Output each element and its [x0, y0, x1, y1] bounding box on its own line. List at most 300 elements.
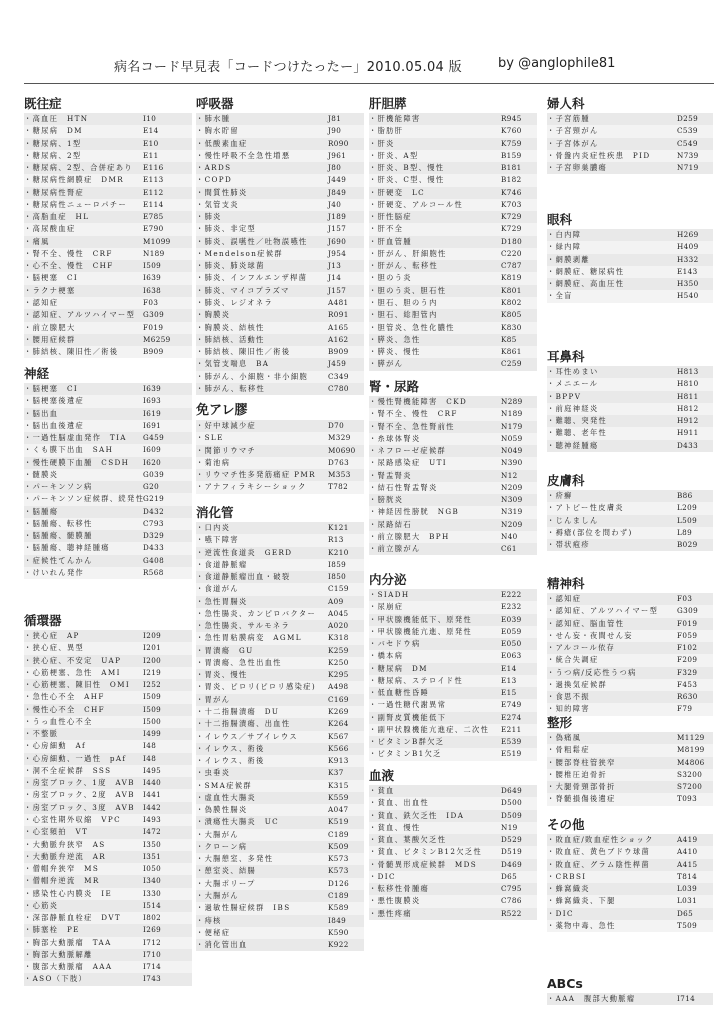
code-row: [24, 924, 192, 936]
code-row: [547, 113, 713, 125]
icd-code: I201: [143, 643, 162, 653]
icd-code: F03: [143, 297, 159, 307]
section-title: ABCs: [547, 976, 583, 991]
disease-name: ・肝炎: [369, 138, 395, 148]
code-row: [24, 765, 192, 777]
icd-code: G309: [143, 310, 165, 320]
icd-code: A419: [677, 835, 698, 844]
code-row: [24, 888, 192, 900]
disease-name: ・全盲: [547, 291, 573, 301]
code-list: [547, 490, 713, 551]
icd-code: C787: [501, 261, 522, 271]
code-row: [24, 912, 192, 924]
disease-name: ・急性腸炎、サルモネラ: [196, 621, 291, 631]
code-row: [24, 236, 192, 248]
code-row: [196, 878, 364, 890]
icd-code: K922: [328, 940, 349, 950]
disease-name: ・認知症、脳血管性: [547, 618, 625, 628]
disease-name: ・十二指腸潰瘍 DU: [196, 706, 280, 716]
disease-name: ・肝性脳症: [369, 212, 412, 222]
code-row: [24, 444, 192, 456]
icd-code: D433: [677, 440, 699, 450]
disease-name: ・腎盂腎炎: [369, 470, 412, 480]
code-row: [369, 895, 537, 907]
code-row: [196, 534, 364, 546]
code-row: [196, 902, 364, 914]
disease-name: ・前庭神経炎: [547, 403, 599, 413]
code-row: [196, 469, 364, 481]
icd-code: D180: [501, 236, 523, 246]
icd-code: D329: [143, 531, 165, 541]
disease-name: ・敗血症、グラム陰性桿菌: [547, 859, 650, 869]
code-row: [369, 871, 537, 883]
code-row: [196, 939, 364, 951]
icd-code: K567: [328, 731, 349, 741]
icd-code: C61: [501, 544, 517, 554]
code-row: [369, 187, 537, 199]
code-row: [547, 744, 713, 756]
code-row: [24, 567, 192, 579]
disease-name: ・聴神経腫瘍: [547, 440, 599, 450]
code-row: [24, 223, 192, 235]
icd-code: N179: [501, 421, 523, 431]
code-row: [196, 187, 364, 199]
code-row: [369, 334, 537, 346]
code-row: [369, 724, 537, 736]
disease-name: ・胆のう炎: [369, 273, 412, 283]
icd-code: M0690: [328, 445, 356, 455]
disease-name: ・パーキンソン症候群、続発性: [24, 494, 145, 504]
code-row: [547, 490, 713, 502]
icd-code: M8199: [677, 745, 705, 755]
icd-code: A415: [677, 859, 698, 869]
icd-code: C349: [328, 371, 349, 381]
disease-name: ・肺塞栓 PE: [24, 925, 80, 935]
code-row: [369, 408, 537, 420]
code-row: [24, 777, 192, 789]
disease-name: ・SMA症候群: [196, 780, 253, 790]
icd-code: C189: [328, 890, 349, 900]
section-title: 呼吸器: [196, 96, 234, 111]
icd-code: D432: [143, 506, 165, 516]
icd-code: K295: [328, 670, 349, 680]
disease-name: ・蜂窩織炎: [547, 884, 590, 894]
icd-code: D763: [328, 457, 350, 467]
code-row: [547, 403, 713, 415]
disease-name: ・うっ血性心不全: [24, 716, 93, 726]
code-row: [24, 716, 192, 728]
icd-code: C549: [677, 138, 698, 148]
disease-name: ・痔核: [196, 915, 222, 925]
disease-name: ・慢性呼吸不全急性増悪: [196, 150, 291, 160]
disease-name: ・脳腫瘍、髄膜腫: [24, 531, 93, 541]
icd-code: G20: [143, 482, 160, 492]
code-row: [369, 445, 537, 457]
code-row: [24, 481, 192, 493]
icd-code: E222: [501, 590, 522, 599]
icd-code: N739: [677, 150, 699, 160]
icd-code: A410: [677, 847, 698, 857]
section-shoka: [196, 505, 364, 951]
code-row: [196, 915, 364, 927]
icd-code: I219: [143, 667, 162, 677]
disease-name: ・過換気症候群: [547, 679, 608, 689]
disease-name: ・SIADH: [369, 590, 410, 599]
icd-code: K746: [501, 187, 522, 197]
disease-name: ・憩室炎、結腸: [196, 866, 257, 876]
icd-code: D65: [677, 908, 694, 918]
code-row: [369, 531, 537, 543]
disease-name: ・じんましん: [547, 515, 599, 525]
icd-code: E059: [501, 626, 522, 636]
code-row: [547, 138, 713, 150]
icd-code: I743: [143, 974, 162, 984]
disease-name: ・腰部脊柱管狭窄: [547, 757, 616, 767]
disease-name: ・子宮頸がん: [547, 126, 599, 136]
icd-code: J40: [328, 199, 342, 209]
icd-code: K210: [328, 547, 349, 557]
code-list: [369, 785, 537, 920]
icd-code: I514: [143, 900, 162, 910]
code-list: [547, 113, 713, 174]
disease-name: ・膵炎、慢性: [369, 347, 421, 357]
code-row: [24, 961, 192, 973]
icd-code: K264: [328, 719, 349, 729]
disease-name: ・バセドウ病: [369, 639, 421, 649]
code-row: [196, 669, 364, 681]
icd-code: R945: [501, 114, 522, 123]
icd-code: L031: [677, 896, 698, 906]
disease-name: ・膵炎、急性: [369, 334, 421, 344]
code-row: [369, 506, 537, 518]
code-row: [369, 883, 537, 895]
section-title: 腎・尿路: [369, 379, 420, 394]
icd-code: J13: [328, 261, 342, 271]
disease-name: ・糖尿病、1型: [24, 138, 82, 148]
code-row: [24, 408, 192, 420]
icd-code: I710: [143, 949, 162, 959]
disease-name: ・一過性糖代謝異常: [369, 700, 447, 710]
code-row: [24, 679, 192, 691]
icd-code: E519: [501, 749, 522, 759]
icd-code: G039: [143, 469, 165, 479]
section-seikei: [547, 715, 713, 806]
disease-name: ・肺がん、転移性: [196, 383, 266, 393]
disease-name: ・メニエール: [547, 379, 599, 389]
disease-name: ・糖尿病 DM: [369, 663, 428, 673]
disease-name: ・尿崩症: [369, 602, 404, 612]
icd-code: K819: [501, 273, 522, 283]
disease-name: ・甲状腺機能亢進、原発性: [369, 626, 473, 636]
icd-code: B181: [501, 163, 522, 173]
code-row: [547, 378, 713, 390]
icd-code: N289: [501, 397, 523, 406]
icd-code: D519: [501, 847, 523, 857]
code-row: [196, 383, 364, 395]
section-jin: [369, 379, 537, 555]
code-row: [547, 769, 713, 781]
code-row: [369, 650, 537, 662]
icd-code: K318: [328, 633, 349, 643]
disease-name: ・難聴、突発性: [547, 416, 608, 426]
icd-code: J961: [328, 150, 347, 160]
code-row: [547, 834, 713, 846]
icd-code: E10: [143, 138, 159, 148]
disease-name: ・食道がん: [196, 584, 239, 594]
icd-code: I639: [143, 384, 162, 393]
disease-name: ・DIC: [547, 908, 574, 918]
icd-code: G309: [677, 606, 699, 616]
disease-name: ・痛風: [24, 236, 50, 246]
disease-name: ・房室ブロック、2度 AVB: [24, 790, 135, 800]
code-row: [24, 655, 192, 667]
code-row: [369, 113, 537, 125]
icd-code: N209: [501, 482, 523, 492]
code-list: [547, 229, 713, 303]
disease-name: ・房室ブロック、1度 AVB: [24, 778, 135, 788]
icd-code: I609: [143, 445, 162, 455]
icd-code: K590: [328, 927, 349, 937]
disease-name: ・脂肪肝: [369, 126, 404, 136]
disease-name: ・副甲状腺機能亢進症、二次性: [369, 724, 490, 734]
code-row: [196, 767, 364, 779]
icd-code: E050: [501, 639, 522, 649]
disease-name: ・一過性脳虚血発作 TIA: [24, 433, 127, 443]
icd-code: A165: [328, 322, 349, 332]
disease-name: ・心筋梗塞、急性 AMI: [24, 667, 121, 677]
code-row: [547, 654, 713, 666]
disease-name: ・橋本病: [369, 651, 404, 661]
disease-name: ・好中球減少症: [196, 421, 257, 430]
section-title: 神経: [24, 366, 50, 381]
disease-name: ・急性胃粘膜病変 AGML: [196, 633, 302, 643]
section-seishin: [547, 576, 713, 716]
disease-name: ・イレウス／サブイレウス: [196, 731, 298, 741]
icd-code: C780: [328, 383, 349, 393]
disease-name: ・慢性腎機能障害 CKD: [369, 397, 468, 406]
section-kokyu: [196, 96, 364, 395]
code-row: [369, 138, 537, 150]
disease-name: ・心筋梗塞、陳旧性 OMI: [24, 680, 131, 690]
code-row: [196, 596, 364, 608]
disease-name: ・食道静脈瘤出血・破裂: [196, 572, 291, 582]
code-row: [24, 272, 192, 284]
section-title: 既往症: [24, 96, 62, 111]
disease-name: ・菊池病: [196, 457, 231, 467]
disease-name: ・狭心症、不安定 UAP: [24, 655, 122, 665]
icd-code: M4806: [677, 757, 705, 767]
code-list: [196, 113, 364, 395]
disease-name: ・低血糖性昏睡: [369, 688, 430, 698]
disease-name: ・高脂血症 HL: [24, 212, 90, 222]
icd-code: R522: [501, 908, 522, 918]
icd-code: R091: [328, 310, 349, 320]
code-row: [547, 229, 713, 241]
icd-code: I200: [143, 655, 162, 665]
code-row: [369, 358, 537, 370]
icd-code: K801: [501, 285, 522, 295]
icd-code: L89: [677, 527, 693, 537]
disease-name: ・イレウス、術後: [196, 743, 265, 753]
icd-code: I48: [143, 741, 157, 751]
code-row: [369, 543, 537, 555]
disease-name: ・潰瘍性大腸炎 UC: [196, 817, 280, 827]
disease-name: ・CRBSI: [547, 871, 587, 881]
disease-name: ・感染性心内膜炎 IE: [24, 888, 113, 898]
code-row: [196, 743, 364, 755]
icd-code: A481: [328, 297, 349, 307]
code-row: [24, 506, 192, 518]
disease-name: ・肝不全: [369, 224, 404, 234]
disease-name: ・BPPV: [547, 391, 582, 401]
code-row: [547, 679, 713, 691]
icd-code: S7200: [677, 782, 703, 792]
disease-name: ・知的障害: [547, 704, 590, 714]
disease-name: ・SLE: [196, 433, 224, 443]
code-row: [24, 432, 192, 444]
icd-code: N209: [501, 519, 523, 529]
section-title: 整形: [547, 715, 573, 730]
disease-name: ・うつ病/反応性うつ病: [547, 667, 637, 677]
disease-name: ・肝炎、C型、慢性: [369, 175, 445, 185]
code-row: [24, 814, 192, 826]
icd-code: D70: [328, 421, 345, 430]
disease-name: ・胸水貯留: [196, 126, 239, 136]
icd-code: D649: [501, 786, 523, 795]
disease-name: ・大腸がん: [196, 890, 239, 900]
icd-code: A498: [328, 682, 349, 692]
icd-code: F03: [677, 594, 693, 603]
code-list: [369, 113, 537, 371]
disease-name: ・糖尿病性腎症: [24, 187, 85, 197]
code-row: [196, 583, 364, 595]
disease-name: ・脳出血後遺症: [24, 420, 85, 430]
disease-name: ・貧血、ビタミンB12欠乏性: [369, 847, 483, 857]
code-row: [196, 865, 364, 877]
disease-name: ・深部静脈血栓症 DVT: [24, 913, 122, 923]
code-row: [547, 539, 713, 551]
icd-code: R13: [328, 535, 344, 545]
icd-code: J14: [328, 273, 342, 283]
disease-name: ・けいれん発作: [24, 567, 85, 577]
code-row: [369, 223, 537, 235]
code-row: [196, 358, 364, 370]
disease-name: ・肝がん、肝細胞性: [369, 248, 447, 258]
code-row: [369, 687, 537, 699]
code-row: [196, 162, 364, 174]
code-row: [196, 285, 364, 297]
icd-code: I712: [143, 937, 162, 947]
code-row: [24, 875, 192, 887]
icd-code: I050: [143, 864, 162, 874]
icd-code: F019: [677, 618, 698, 628]
disease-name: ・認知症、アルツハイマー型: [547, 606, 659, 616]
icd-code: K85: [501, 334, 517, 344]
code-row: [369, 421, 537, 433]
section-kiou: [24, 96, 192, 358]
icd-code: L509: [677, 515, 698, 525]
disease-name: ・口内炎: [196, 523, 231, 532]
icd-code: I509: [143, 261, 162, 271]
disease-name: ・僧帽弁狭窄 MS: [24, 864, 100, 874]
code-row: [547, 993, 713, 1005]
code-row: [24, 753, 192, 765]
code-row: [24, 530, 192, 542]
icd-code: T782: [328, 482, 349, 492]
icd-code: J690: [328, 236, 347, 246]
icd-code: N719: [677, 163, 699, 173]
code-row: [369, 309, 537, 321]
icd-code: H811: [677, 391, 699, 401]
icd-code: K830: [501, 322, 522, 332]
code-row: [369, 834, 537, 846]
icd-code: B909: [143, 347, 164, 357]
disease-name: ・貧血、鉄欠乏性 IDA: [369, 810, 465, 820]
icd-code: E112: [143, 187, 164, 197]
disease-name: ・アルコール依存: [547, 643, 616, 653]
icd-code: J849: [328, 187, 347, 197]
disease-name: ・高血圧 HTN: [24, 114, 89, 123]
code-row: [547, 366, 713, 378]
code-row: [24, 802, 192, 814]
code-row: [369, 150, 537, 162]
icd-code: K913: [328, 756, 349, 766]
disease-name: ・糖尿病、2型: [24, 150, 82, 160]
icd-code: I859: [328, 559, 347, 569]
icd-code: K759: [501, 138, 522, 148]
code-row: [369, 810, 537, 822]
code-row: [196, 199, 364, 211]
code-row: [547, 793, 713, 805]
code-row: [547, 278, 713, 290]
icd-code: I849: [328, 915, 347, 925]
code-row: [196, 457, 364, 469]
icd-code: B159: [501, 150, 522, 160]
disease-name: ・糖尿病性網膜症 DMR: [24, 175, 125, 185]
code-row: [369, 482, 537, 494]
page-header: [0, 54, 728, 76]
code-row: [24, 199, 192, 211]
disease-name: ・リウマチ性多発筋痛症 PMR: [196, 470, 316, 480]
icd-code: K861: [501, 347, 522, 357]
icd-code: E13: [501, 675, 517, 685]
disease-name: ・骨髄異形成症候群 MDS: [369, 859, 478, 869]
disease-name: ・逆流性食道炎 GERD: [196, 547, 293, 557]
icd-code: N059: [501, 433, 523, 443]
icd-code: F453: [677, 679, 698, 689]
icd-code: H540: [677, 291, 699, 301]
icd-code: B909: [328, 347, 349, 357]
icd-code: K729: [501, 212, 522, 222]
disease-name: ・尿路感染症 UTI: [369, 458, 448, 468]
icd-code: K566: [328, 743, 349, 753]
icd-code: N189: [143, 248, 165, 258]
code-list: [369, 396, 537, 555]
disease-name: ・肝炎、A型: [369, 150, 419, 160]
icd-code: N319: [501, 507, 523, 517]
code-row: [196, 645, 364, 657]
code-row: [547, 593, 713, 605]
disease-name: ・肝硬変、アルコール性: [369, 199, 464, 209]
icd-code: K573: [328, 854, 349, 864]
code-row: [547, 630, 713, 642]
code-row: [196, 236, 364, 248]
disease-name: ・前立腺肥大: [24, 322, 76, 332]
disease-name: ・症候性てんかん: [24, 555, 93, 565]
disease-name: ・心房細動 Af: [24, 741, 87, 751]
code-row: [369, 908, 537, 920]
code-row: [547, 290, 713, 302]
